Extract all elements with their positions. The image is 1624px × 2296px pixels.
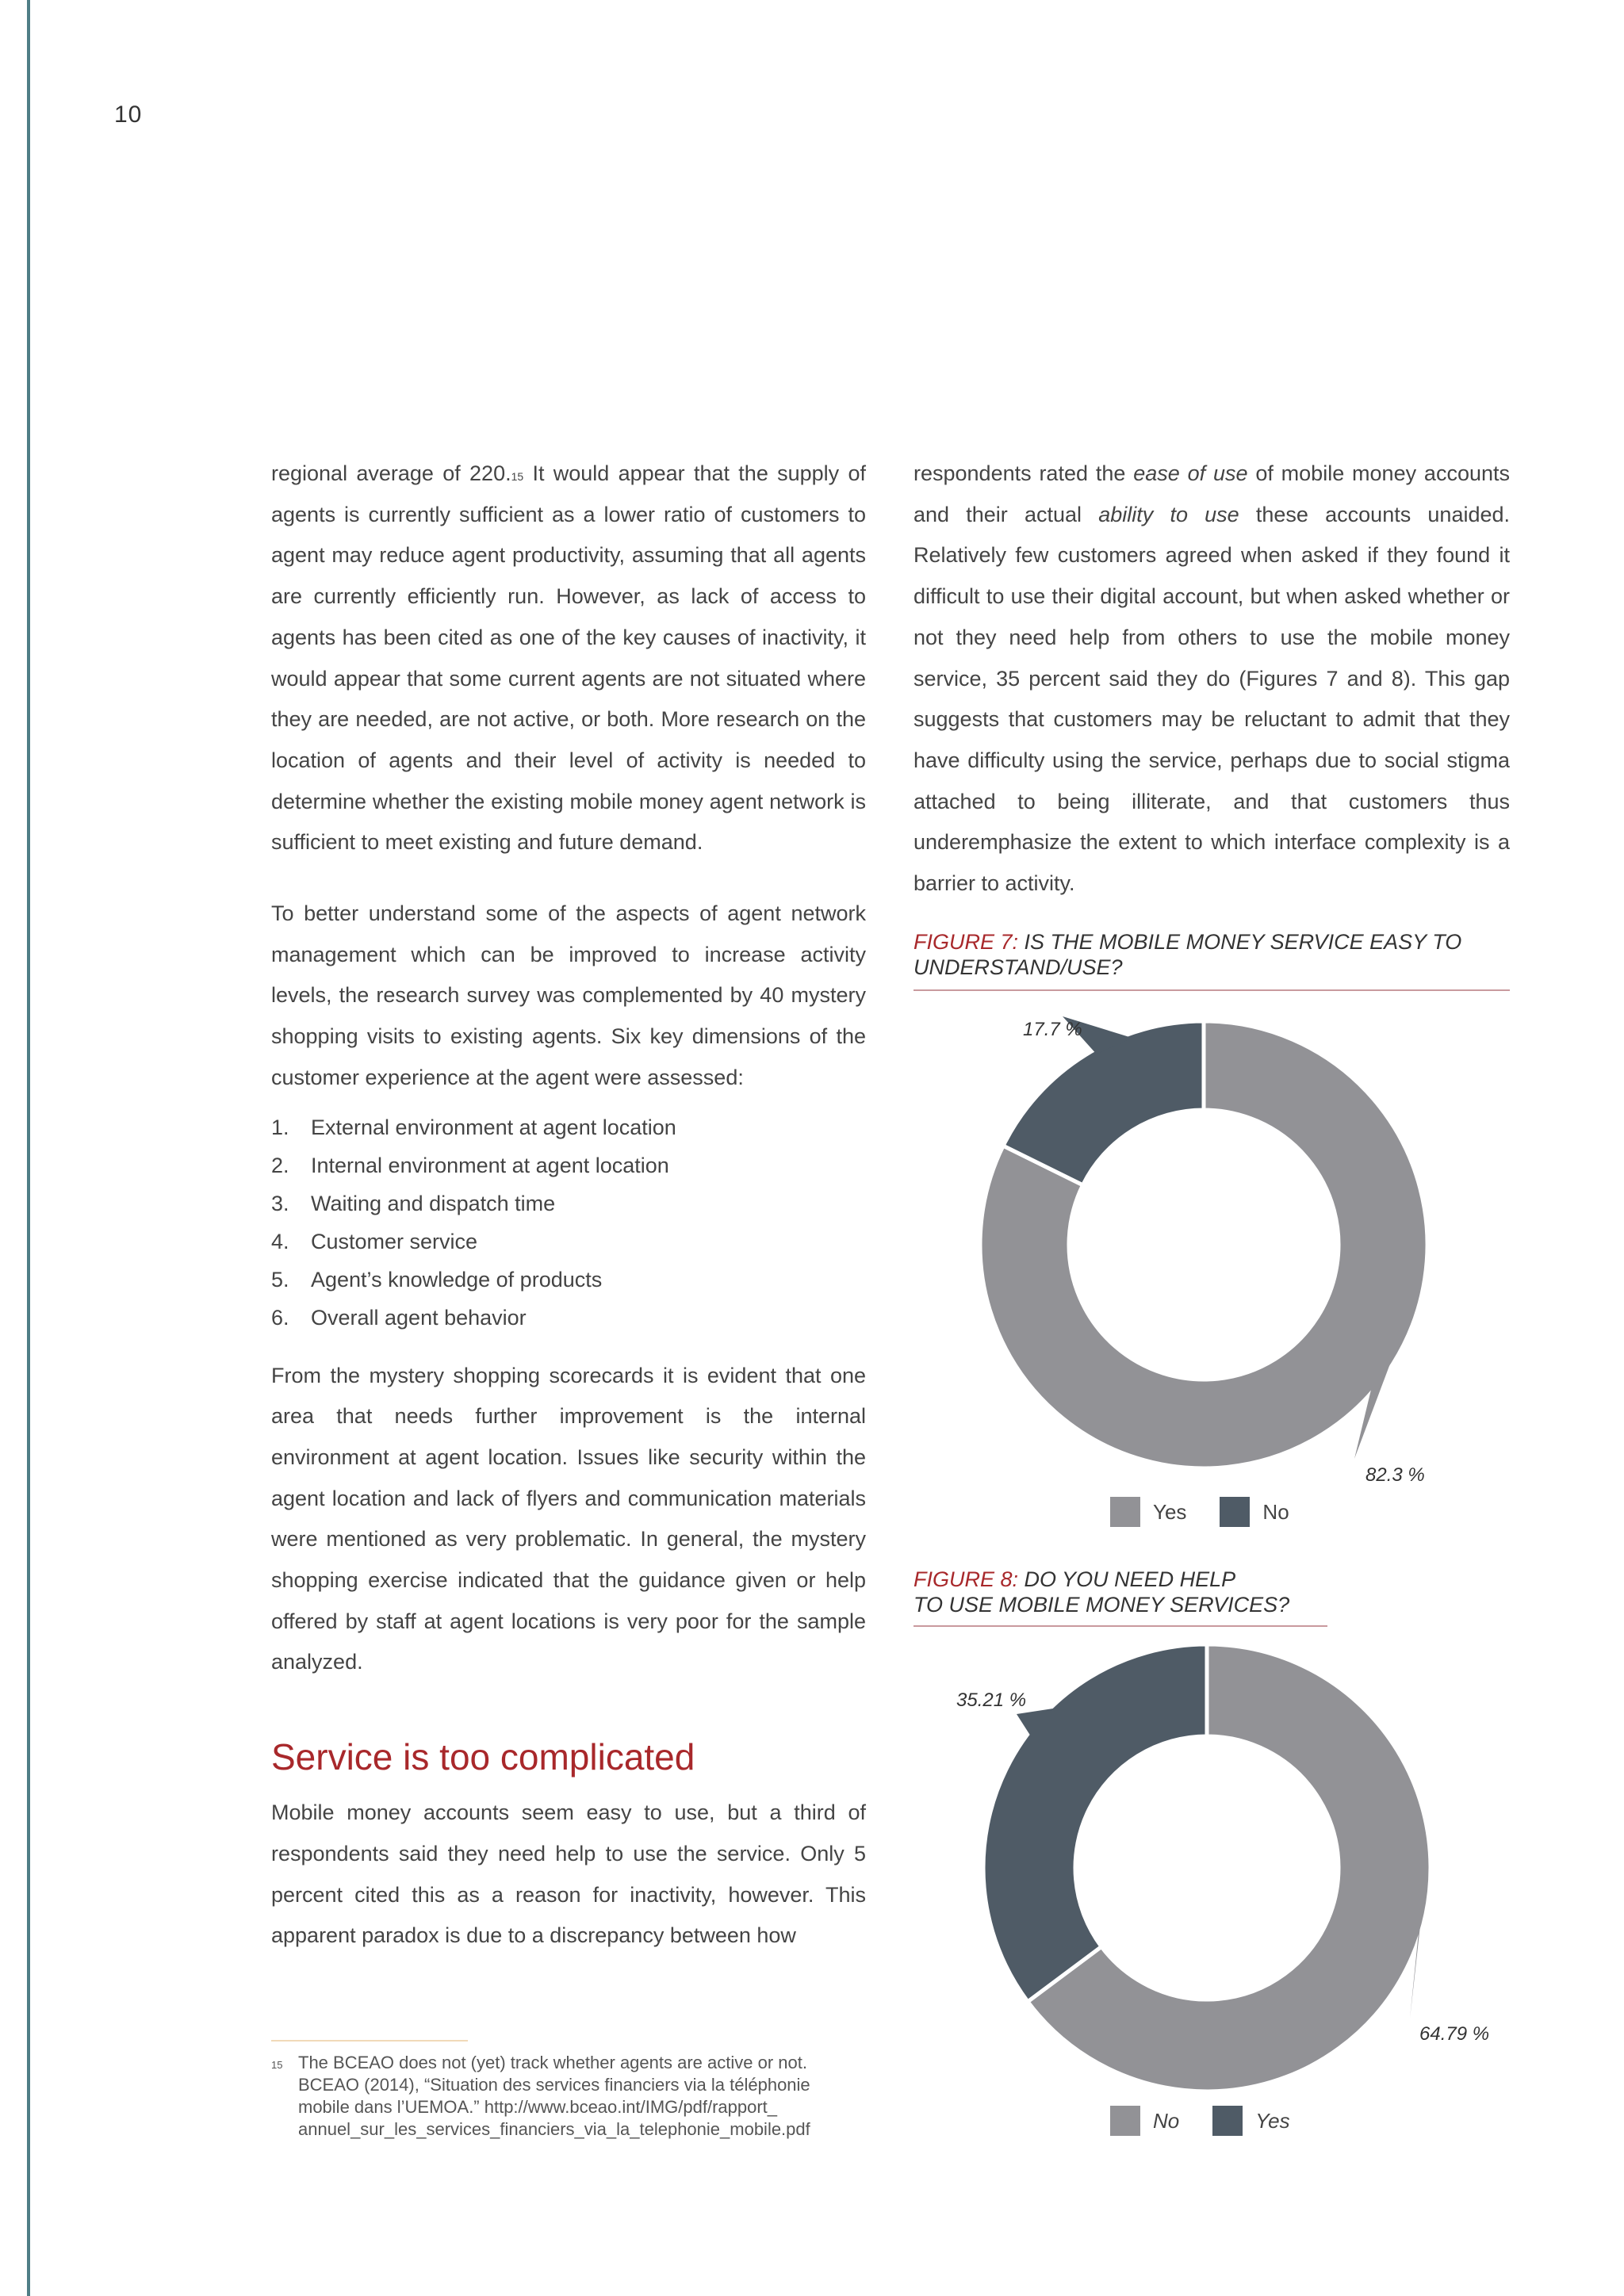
- footnote-ref-15[interactable]: 15: [511, 470, 524, 483]
- data-label-no: 17.7 %: [1023, 1019, 1082, 1040]
- list-number: 4.: [271, 1229, 289, 1253]
- list-text: Internal environment at agent location: [311, 1153, 669, 1177]
- figure-label: FIGURE 8:: [914, 1567, 1019, 1591]
- emphasis-text: ability to use: [1098, 502, 1239, 526]
- footnote-line: BCEAO (2014), “Situation des services financiers via la téléphonie: [298, 2075, 810, 2095]
- list-text: Waiting and dispatch time: [311, 1191, 556, 1215]
- figure8-donut-chart: [956, 1644, 1489, 2091]
- footnote-text: [298, 2052, 810, 2141]
- paragraph-text: regional average of 220.: [271, 461, 511, 485]
- legend-label: Yes: [1255, 2108, 1290, 2133]
- figure8-legend: [1110, 2106, 1323, 2136]
- paragraph-text: of mobile money accounts and their actual: [914, 461, 1510, 526]
- section-heading: Service is too complicated: [271, 1736, 695, 1778]
- figure-title-line: UNDERSTAND/USE?: [914, 955, 1123, 979]
- emphasis-text: ease of use: [1133, 461, 1248, 485]
- legend-item-yes: [1212, 2106, 1289, 2136]
- list-number: 6.: [271, 1305, 289, 1330]
- figure7-legend: [1110, 1497, 1323, 1527]
- list-number: 2.: [271, 1153, 289, 1177]
- paragraph-text: these accounts unaided. Relatively few customers agreed when asked if they found it difficult to use their digital account, but when asked whether or not they need help from others to use the mobile money service, 35 percent said they do (Figures 7 and 8). This gap suggests that customers may be reluctant to admit that they have difficulty using the service, perhaps due to social stigma attached to being illiterate, and that customers thus underemphasize the extent to which interface complexity is a barrier to activity.: [914, 502, 1511, 896]
- paragraph-complicated: Mobile money accounts seem easy to use, but a third of respondents said they need help to use the service. Only 5 percent cited this as a reason for inactivity, however. This apparent paradox is due to a discrepancy between how: [271, 1800, 866, 1948]
- legend-item-yes: [1110, 1497, 1186, 1527]
- page-number: 10: [114, 101, 143, 128]
- legend-swatch: [1110, 2106, 1140, 2136]
- legend-label: No: [1262, 1499, 1289, 1524]
- figure7-donut-chart: [980, 1016, 1427, 1486]
- legend-item-no: [1110, 2106, 1179, 2136]
- footnote-number: 15: [271, 2059, 283, 2071]
- list-text: Agent’s knowledge of products: [311, 1267, 603, 1292]
- paragraph-text: respondents rated the: [914, 461, 1134, 485]
- footnote-rule: [271, 2040, 468, 2042]
- figure-title-line: TO USE MOBILE MONEY SERVICES?: [914, 1593, 1290, 1617]
- legend-label: No: [1153, 2108, 1180, 2133]
- figure-title-line: DO YOU NEED HELP: [1024, 1567, 1236, 1591]
- footnote-line[interactable]: mobile dans l’UEMOA.” http://www.bceao.int/IMG/pdf/rapport_: [298, 2097, 778, 2117]
- legend-swatch: [1220, 1497, 1250, 1527]
- data-label-yes: 82.3 %: [1365, 1464, 1425, 1486]
- list-number: 1.: [271, 1115, 289, 1139]
- footnote-line: The BCEAO does not (yet) track whether agents are active or not.: [298, 2053, 807, 2072]
- footnote-line[interactable]: annuel_sur_les_services_financiers_via_la_telephonie_mobile.pdf: [298, 2119, 810, 2139]
- list-number: 5.: [271, 1267, 289, 1292]
- footnote: [271, 2052, 874, 2141]
- list-number: 3.: [271, 1191, 289, 1215]
- list-text: Customer service: [311, 1229, 478, 1253]
- legend-item-no: [1220, 1497, 1289, 1527]
- data-label-yes: 35.21 %: [956, 1689, 1027, 1711]
- legend-swatch: [1212, 2106, 1243, 2136]
- legend-label: Yes: [1153, 1499, 1187, 1524]
- figure-title-line: IS THE MOBILE MONEY SERVICE EASY TO: [1024, 930, 1462, 954]
- legend-swatch: [1110, 1497, 1140, 1527]
- list-text: Overall agent behavior: [311, 1305, 527, 1330]
- paragraph-scorecards: From the mystery shopping scorecards it is evident that one area that needs further improvement is the internal environment at agent location. Issues like security within the agent location and lack of flyers and communication materials were mentioned as very problematic. In general, the mystery shopping exercise indicated that the guidance given or help offered by staff at agent locations is very poor for the sample analyzed.: [271, 1363, 866, 1674]
- figure-label: FIGURE 7:: [914, 930, 1019, 954]
- paragraph-mystery-shopping: To better understand some of the aspects of agent network management which can be improved to increase activity levels, the research survey was complemented by 40 mystery shopping visits to existing agents. Six key dimensions of the customer experience at the agent were assessed:: [271, 901, 866, 1089]
- data-label-no: 64.79 %: [1419, 2023, 1490, 2045]
- paragraph-text: It would appear that the supply of agents is currently sufficient as a lower ratio of customers to agent may reduce agent productivity, assuming that all agents are currently efficiently run. However, as lack of access to agents has been cited as one of the key causes of inactivity, it would appear that some current agents are not situated where they are needed, are not active, or both. More research on the location of agents and their level of activity is needed to determine whether the existing mobile money agent network is sufficient to meet existing and future demand.: [271, 461, 866, 855]
- list-text: External environment at agent location: [311, 1115, 676, 1139]
